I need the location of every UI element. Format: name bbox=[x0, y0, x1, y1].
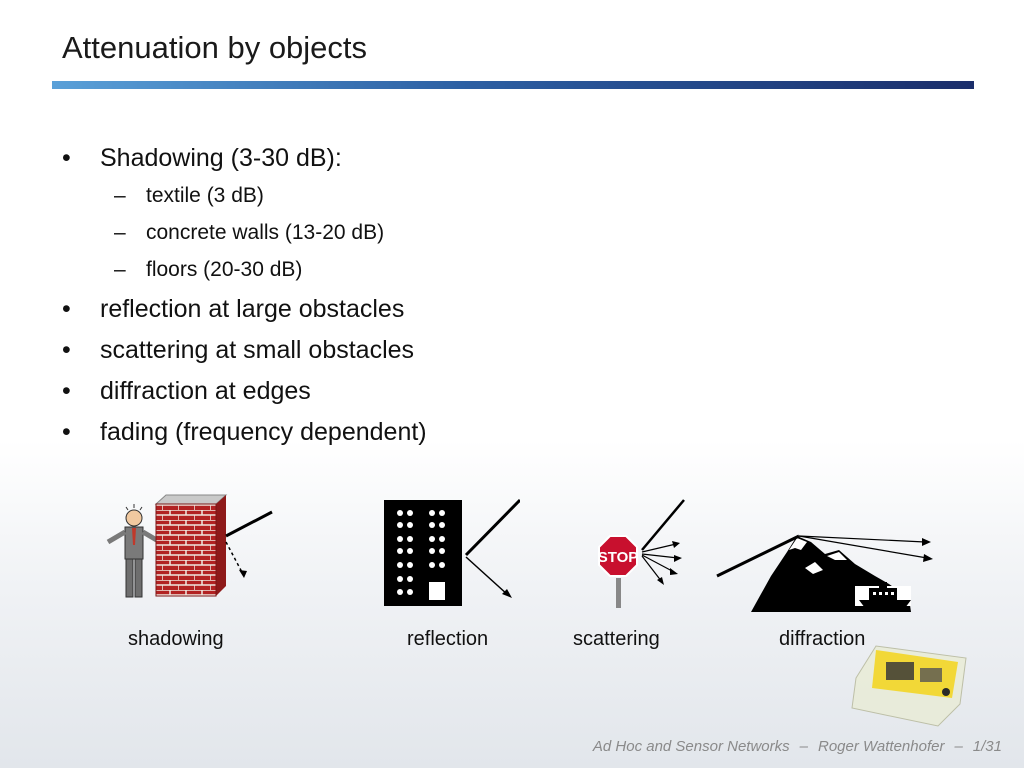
footer-author: Roger Wattenhofer bbox=[817, 738, 945, 755]
dash-icon: – bbox=[114, 258, 126, 281]
caption-scattering: scattering bbox=[573, 628, 660, 650]
bullet-icon: • bbox=[62, 418, 71, 446]
caption-diffraction: diffraction bbox=[779, 628, 866, 650]
page-number: 1/31 bbox=[972, 738, 1002, 755]
slide-footer bbox=[593, 738, 1002, 755]
footer-separator: – bbox=[954, 738, 963, 755]
brick-wall-icon bbox=[156, 495, 226, 596]
bullet-icon: • bbox=[62, 295, 71, 323]
diffraction-illustration bbox=[715, 528, 945, 614]
sensor-node-icon bbox=[846, 628, 976, 728]
bullet-text: Shadowing (3-30 dB): bbox=[100, 144, 342, 172]
sub-bullet-text: floors (20-30 dB) bbox=[146, 258, 303, 281]
sub-bullet-text: textile (3 dB) bbox=[146, 184, 264, 207]
caption-reflection: reflection bbox=[407, 628, 489, 650]
sign-pole bbox=[616, 578, 621, 608]
bullet-icon: • bbox=[62, 336, 71, 364]
footer-course: Ad Hoc and Sensor Networks bbox=[592, 738, 790, 755]
bullet-text: scattering at small obstacles bbox=[100, 336, 415, 364]
building-icon bbox=[384, 500, 462, 606]
person-icon bbox=[108, 504, 160, 597]
bullet-icon: • bbox=[62, 144, 71, 172]
slide-title: Attenuation by objects bbox=[62, 30, 368, 65]
reflection-illustration bbox=[380, 495, 520, 610]
shadowing-illustration bbox=[98, 490, 278, 610]
scattering-illustration bbox=[590, 498, 690, 613]
footer-separator: – bbox=[799, 738, 808, 755]
dash-icon: – bbox=[114, 221, 126, 244]
bullet-text: diffraction at edges bbox=[100, 377, 311, 405]
title-underline-bar bbox=[52, 81, 974, 89]
dash-icon: – bbox=[114, 184, 126, 207]
bullet-text: reflection at large obstacles bbox=[100, 295, 405, 323]
stop-sign-text: STOP bbox=[597, 549, 639, 566]
sub-bullet-text: concrete walls (13-20 dB) bbox=[146, 221, 385, 244]
bullet-text: fading (frequency dependent) bbox=[100, 418, 427, 446]
bullet-icon: • bbox=[62, 377, 71, 405]
caption-shadowing: shadowing bbox=[128, 628, 224, 650]
